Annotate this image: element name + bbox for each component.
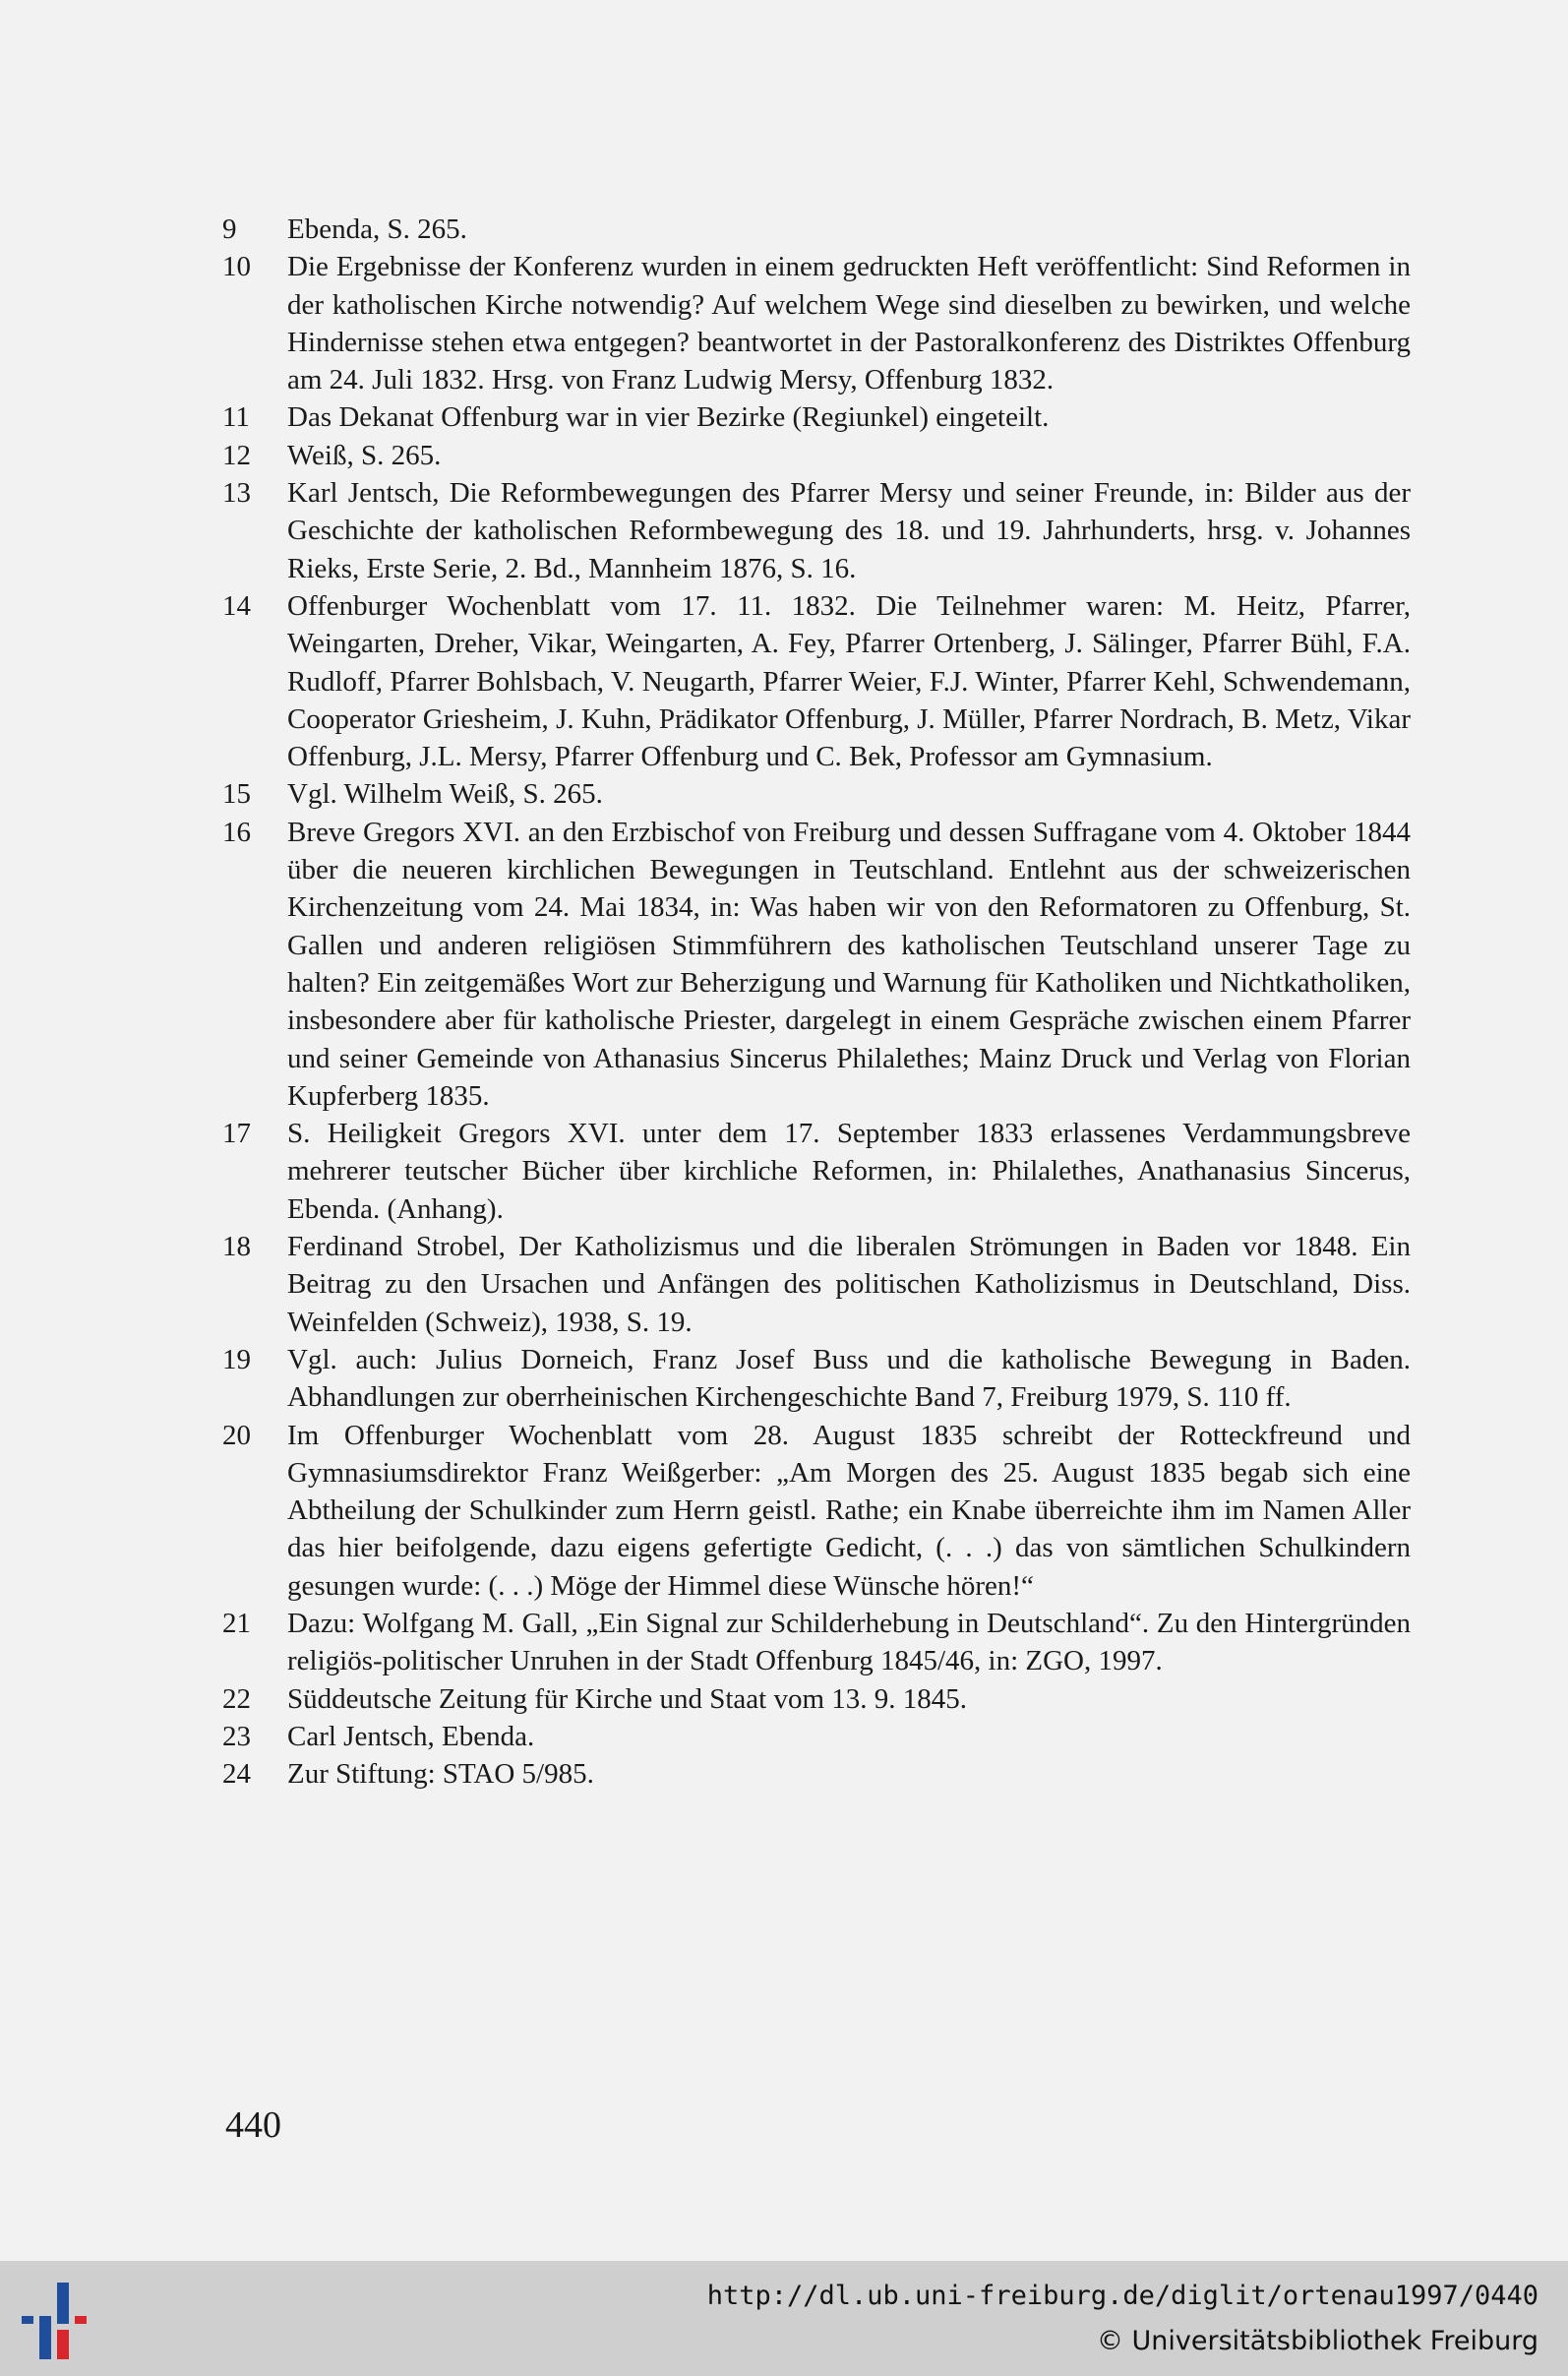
footnote-text: Weiß, S. 265. [287, 439, 442, 471]
footnote-number: 11 [222, 401, 250, 434]
footnote-item [222, 1755, 1411, 1793]
footnote-text: Vgl. Wilhelm Weiß, S. 265. [287, 778, 603, 811]
footnote-number: 24 [222, 1758, 251, 1791]
footnote-number: 13 [222, 477, 251, 510]
footnote-number: 10 [222, 251, 251, 283]
footnote-item [222, 1680, 1411, 1718]
footnote-number: 19 [222, 1343, 251, 1375]
copyright-notice: © Universitätsbibliothek Freiburg [1096, 2326, 1538, 2356]
logo-bar-mid-right [57, 2283, 69, 2324]
footnote-number: 16 [222, 816, 251, 848]
footnote-text: Offenburger Wochenblatt vom 17. 11. 1832. Die Teilnehmer waren: M. Heitz, Pfarrer, Weingarten, Dreher, Vikar, Weingarten, A. Fey, Pfarrer Ortenberg, J. Sälinger, Pfarrer Bühl, F.A. Rudloff, Pfarrer Bohlsbach, V. Neugarth, Pfarrer Weier, F.J. Winter, Pfarrer Kehl, Schwendemann, Cooperator Griesheim, J. Kuhn, Prädikator Offenburg, J. Müller, Pfarrer Nordrach, B. Metz, Vikar Offenburg, J.L. Mersy, Pfarrer Offenburg und C. Bek, Professor am Gymnasium. [287, 589, 1411, 773]
logo-bar-left [22, 2316, 33, 2324]
footnote-number: 18 [222, 1231, 251, 1263]
footnote-text: Breve Gregors XVI. an den Erzbischof von Freiburg und dessen Suffragane vom 4. Oktober 1844 über die neueren kirchlichen Bewegungen in Teutschland. Entlehnt aus der schweizerischen Kirchenzeitung vom 24. Mai 1834, in: Was haben wir von den Reformatoren zu Offenburg, St. Gallen und anderen religiösen Stimmführern des katholischen Teutschland unserer Tage zu halten? Ein zeitgemäßes Wort zur Beherzigung und Warnung für Katholiken und Nichtkatholiken, insbesondere aber für katholische Priester, dargelegt in einem Gespräche zwischen einem Pfarrer und seiner Gemeinde von Athanasius Sincerus Philalethes; Mainz Druck und Verlag von Florian Kupferberg 1835. [287, 816, 1411, 1112]
footnote-number: 22 [222, 1682, 251, 1715]
footnote-item [222, 814, 1411, 1115]
footnote-item [222, 1605, 1411, 1680]
footnote-text: Die Ergebnisse der Konferenz wurden in einem gedruckten Heft veröffentlicht: Sind Reformen in der katholischen Kirche notwendig? Auf welchem Wege sind dieselben zu bewirken, und welche Hindernisse stehen etwa entgegen? beantwortet in der Pastoralkonferenz des Distriktes Offenburg am 24. Juli 1832. Hrsg. von Franz Ludwig Mersy, Offenburg 1832. [287, 251, 1411, 396]
footnote-number: 9 [222, 213, 237, 245]
footnote-item [222, 587, 1411, 775]
footnote-text: Karl Jentsch, Die Reformbewegungen des Pfarrer Mersy und seiner Freunde, in: Bilder aus der Geschichte der katholischen Reformbewegung des 18. und 19. Jahrhunderts, hrsg. v. Johannes Rieks, Erste Serie, 2. Bd., Mannheim 1876, S. 16. [287, 477, 1411, 584]
footnote-item [222, 248, 1411, 398]
footnote-text: Das Dekanat Offenburg war in vier Bezirke (Regiunkel) eingeteilt. [287, 401, 1050, 434]
footnote-item [222, 1228, 1411, 1341]
footnote-text: Dazu: Wolfgang M. Gall, „Ein Signal zur Schilderhebung in Deutschland“. Zu den Hintergründen religiös-politischer Unruhen in der Stadt Offenburg 1845/46, in: ZGO, 1997. [287, 1607, 1411, 1677]
source-url[interactable]: http://dl.ub.uni-freiburg.de/diglit/ortenau1997/0440 [706, 2281, 1538, 2311]
logo-bar-accent [57, 2330, 69, 2359]
footer-bar [0, 2261, 1568, 2376]
footnote-text: Im Offenburger Wochenblatt vom 28. August 1835 schreibt der Rotteckfreund und Gymnasiumsdirektor Franz Weißgerber: „Am Morgen des 25. August 1835 begab sich eine Abtheilung der Schulkinder zum Herrn geistl. Rathe; ein Knabe überreichte ihm im Namen Aller das hier beifolgende, dazu eigens gefertigte Gedicht, (. . .) das von sämtlichen Schulkindern gesungen wurde: (. . .) Möge der Himmel diese Wünsche hören!“ [287, 1419, 1411, 1602]
footnote-item [222, 1115, 1411, 1228]
logo-bar-right [75, 2316, 87, 2324]
footnote-item [222, 1718, 1411, 1755]
footnote-number: 23 [222, 1720, 251, 1752]
footnote-number: 15 [222, 778, 251, 811]
footnote-text: Süddeutsche Zeitung für Kirche und Staat vom 13. 9. 1845. [287, 1682, 968, 1715]
footnote-number: 12 [222, 439, 251, 471]
footnote-item [222, 398, 1411, 436]
footnote-number: 21 [222, 1607, 251, 1639]
logo-bar-mid-left [39, 2316, 51, 2359]
footnote-item [222, 1341, 1411, 1417]
footnote-text: Zur Stiftung: STAO 5/985. [287, 1758, 594, 1791]
footnote-item [222, 474, 1411, 587]
footnote-number: 14 [222, 589, 251, 622]
footnote-text: Vgl. auch: Julius Dorneich, Franz Josef Buss und die katholische Bewegung in Baden. Abhandlungen zur oberrheinischen Kirchengeschichte Band 7, Freiburg 1979, S. 110 ff. [287, 1343, 1411, 1414]
footnote-item [222, 437, 1411, 474]
footnote-number: 20 [222, 1419, 251, 1451]
footnote-item [222, 211, 1411, 248]
ub-freiburg-logo-icon [20, 2283, 98, 2359]
footnote-item [222, 775, 1411, 813]
footnote-text: Ebenda, S. 265. [287, 213, 467, 245]
footnote-number: 17 [222, 1118, 251, 1150]
footnotes-list [222, 211, 1411, 1793]
page-number: 440 [225, 2104, 281, 2146]
footnote-item [222, 1417, 1411, 1605]
footnote-text: S. Heiligkeit Gregors XVI. unter dem 17. September 1833 erlassenes Verdammungsbreve mehrerer teutscher Bücher über kirchliche Reformen, in: Philalethes, Anathanasius Sincerus, Ebenda. (Anhang). [287, 1118, 1411, 1225]
footnote-text: Ferdinand Strobel, Der Katholizismus und die liberalen Strömungen in Baden vor 1848. Ein Beitrag zu den Ursachen und Anfängen des politischen Katholizismus in Deutschland, Diss. Weinfelden (Schweiz), 1938, S. 19. [287, 1231, 1411, 1338]
footnote-text: Carl Jentsch, Ebenda. [287, 1720, 535, 1752]
